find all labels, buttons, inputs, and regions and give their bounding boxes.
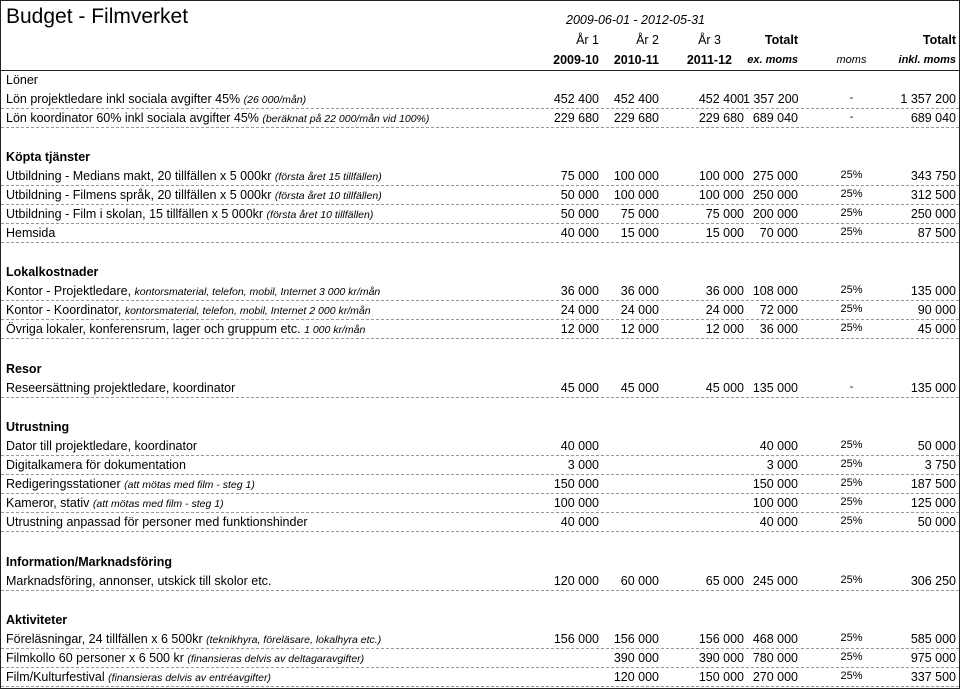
cell-v2: 45 000 — [620, 381, 659, 395]
year-1-sub: 2009-10 — [553, 53, 599, 67]
row-description — [6, 92, 306, 106]
cell-v1: 452 400 — [553, 92, 599, 106]
row-label: Kameror, stativ — [6, 496, 90, 510]
cell-total: 468 000 — [752, 632, 798, 646]
cell-v2: 75 000 — [620, 207, 659, 221]
total-incl-label: Totalt — [922, 33, 956, 47]
budget-row — [1, 301, 959, 320]
cell-moms: 25% — [840, 284, 863, 296]
row-label: Hemsida — [6, 226, 56, 240]
row-label: Kontor - Projektledare, — [6, 284, 132, 298]
cell-moms: 25% — [840, 651, 863, 663]
row-description — [6, 670, 271, 684]
cell-v1: 45 000 — [560, 381, 599, 395]
cell-incl: 45 000 — [917, 322, 956, 336]
cell-total: 780 000 — [752, 651, 798, 665]
cell-moms: 25% — [840, 303, 863, 315]
row-description — [6, 169, 382, 183]
cell-v1: 156 000 — [553, 632, 599, 646]
row-label: Utrustning anpassad för personer med funktionshinder — [6, 515, 308, 529]
section-utrustning — [1, 418, 959, 437]
row-description — [6, 632, 381, 646]
cell-total: 135 000 — [752, 381, 798, 395]
section-title: Köpta tjänster — [6, 150, 91, 164]
cell-total: 72 000 — [759, 303, 798, 317]
cell-total: 1 357 200 — [743, 92, 799, 106]
cell-v2: 390 000 — [613, 651, 659, 665]
cell-moms: 25% — [840, 207, 863, 219]
cell-v3: 12 000 — [705, 322, 744, 336]
row-description — [6, 515, 308, 529]
row-note: (26 000/mån) — [243, 94, 307, 106]
cell-total: 275 000 — [752, 169, 798, 183]
cell-v2: 229 680 — [613, 111, 659, 125]
cell-v1: 40 000 — [560, 439, 599, 453]
cell-total: 100 000 — [752, 496, 798, 510]
cell-v2: 12 000 — [620, 322, 659, 336]
cell-v3: 75 000 — [705, 207, 744, 221]
cell-v2: 15 000 — [620, 226, 659, 240]
year-2-label: År 2 — [636, 33, 659, 47]
cell-moms: - — [849, 111, 854, 123]
row-label: Kontor - Koordinator, — [6, 303, 122, 317]
cell-moms: 25% — [840, 439, 863, 451]
cell-v2: 60 000 — [620, 574, 659, 588]
total-incl-sub: inkl. moms — [898, 54, 956, 66]
cell-v3: 36 000 — [705, 284, 744, 298]
header-years-row — [1, 33, 959, 51]
cell-v3: 156 000 — [698, 632, 744, 646]
row-description — [6, 207, 373, 221]
budget-row — [1, 205, 959, 224]
year-3-label: År 3 — [698, 33, 721, 47]
cell-v3: 452 400 — [698, 92, 744, 106]
total-label: Totalt — [764, 33, 798, 47]
row-note: (första året 10 tillfällen) — [266, 209, 374, 221]
cell-moms: 25% — [840, 458, 863, 470]
budget-row — [1, 224, 959, 243]
cell-moms: 25% — [840, 670, 863, 682]
row-label: Lön koordinator 60% inkl sociala avgifter 45% — [6, 111, 259, 125]
section-title: Utrustning — [6, 420, 70, 434]
row-label: Digitalkamera för dokumentation — [6, 458, 186, 472]
moms-label: moms — [836, 54, 867, 66]
row-description — [6, 496, 224, 510]
year-1-label: År 1 — [576, 33, 599, 47]
cell-incl: 135 000 — [910, 381, 956, 395]
row-description — [6, 284, 380, 298]
row-note: (första året 15 tillfällen) — [274, 171, 382, 183]
cell-v3: 390 000 — [698, 651, 744, 665]
row-label: Lön projektledare inkl sociala avgifter 45% — [6, 92, 241, 106]
row-label: Marknadsföring, annonser, utskick till skolor etc. — [6, 574, 272, 588]
cell-moms: 25% — [840, 515, 863, 527]
cell-moms: 25% — [840, 322, 863, 334]
cell-total: 245 000 — [752, 574, 798, 588]
row-description — [6, 439, 197, 453]
budget-row — [1, 109, 959, 128]
cell-total: 70 000 — [759, 226, 798, 240]
cell-v2: 120 000 — [613, 670, 659, 684]
cell-incl: 50 000 — [917, 439, 956, 453]
row-note: kontorsmaterial, telefon, mobil, Internet 2 000 kr/mån — [124, 305, 371, 317]
row-note: (teknikhyra, föreläsare, lokalhyra etc.) — [206, 634, 382, 646]
cell-v2: 24 000 — [620, 303, 659, 317]
budget-row — [1, 456, 959, 475]
cell-incl: 689 040 — [910, 111, 956, 125]
header-sub-row — [1, 51, 959, 71]
row-label: Dator till projektledare, koordinator — [6, 439, 198, 453]
period-label: 2009-06-01 - 2012-05-31 — [566, 13, 705, 27]
budget-row — [1, 668, 959, 687]
section-title: Information/Marknadsföring — [6, 555, 172, 569]
row-label: Föreläsningar, 24 tillfällen x 6 500kr — [6, 632, 203, 646]
year-3-sub: 2011-12 — [686, 53, 732, 67]
cell-v1: 229 680 — [553, 111, 599, 125]
budget-row — [1, 379, 959, 398]
cell-moms: - — [849, 92, 854, 104]
cell-total: 40 000 — [759, 439, 798, 453]
row-label: Film/Kulturfestival — [6, 670, 105, 684]
row-description — [6, 477, 255, 491]
section-title: Lokalkostnader — [6, 265, 99, 279]
row-note: (finansieras delvis av deltagaravgifter) — [187, 653, 365, 665]
section-kopta — [1, 148, 959, 167]
cell-total: 250 000 — [752, 188, 798, 202]
cell-v1: 24 000 — [560, 303, 599, 317]
cell-total: 36 000 — [759, 322, 798, 336]
cell-incl: 250 000 — [910, 207, 956, 221]
cell-v1: 75 000 — [560, 169, 599, 183]
cell-v1: 40 000 — [560, 226, 599, 240]
row-note: 1 000 kr/mån — [304, 324, 366, 336]
budget-row — [1, 572, 959, 591]
budget-row — [1, 494, 959, 513]
cell-incl: 343 750 — [910, 169, 956, 183]
budget-row — [1, 282, 959, 301]
budget-row — [1, 437, 959, 456]
cell-v2: 36 000 — [620, 284, 659, 298]
cell-v3: 15 000 — [705, 226, 744, 240]
cell-total: 3 000 — [766, 458, 798, 472]
cell-v3: 24 000 — [705, 303, 744, 317]
cell-v3: 65 000 — [705, 574, 744, 588]
row-label: Utbildning - Film i skolan, 15 tillfällen x 5 000kr — [6, 207, 264, 221]
row-description — [6, 458, 186, 472]
page-title: Budget - Filmverket — [6, 5, 189, 28]
budget-row — [1, 475, 959, 494]
cell-v3: 100 000 — [698, 188, 744, 202]
year-2-sub: 2010-11 — [613, 53, 659, 67]
budget-row — [1, 649, 959, 668]
cell-v3: 100 000 — [698, 169, 744, 183]
row-description — [6, 574, 271, 588]
row-note: kontorsmaterial, telefon, mobil, Internet 3 000 kr/mån — [134, 286, 381, 298]
row-label: Reseersättning projektledare, koordinator — [6, 381, 236, 395]
row-note: (att mötas med film - steg 1) — [92, 498, 224, 510]
cell-v2: 100 000 — [613, 188, 659, 202]
cell-moms: - — [849, 381, 854, 393]
row-note: (att mötas med film - steg 1) — [124, 479, 255, 491]
row-note: (beräknat på 22 000/mån vid 100%) — [262, 113, 430, 125]
budget-row — [1, 167, 959, 186]
cell-moms: 25% — [840, 496, 863, 508]
cell-v2: 100 000 — [613, 169, 659, 183]
budget-row — [1, 320, 959, 339]
cell-v1: 36 000 — [560, 284, 599, 298]
section-title: Aktiviteter — [6, 613, 68, 627]
row-description — [6, 188, 382, 202]
cell-incl: 1 357 200 — [900, 92, 956, 106]
row-description — [6, 111, 429, 125]
row-description — [6, 322, 365, 336]
cell-incl: 90 000 — [917, 303, 956, 317]
cell-incl: 187 500 — [910, 477, 956, 491]
cell-incl: 125 000 — [910, 496, 956, 510]
cell-v3: 229 680 — [698, 111, 744, 125]
cell-v1: 3 000 — [567, 458, 599, 472]
cell-v1: 120 000 — [553, 574, 599, 588]
cell-incl: 306 250 — [910, 574, 956, 588]
cell-v1: 50 000 — [560, 207, 599, 221]
row-label: Utbildning - Medians makt, 20 tillfällen x 5 000kr — [6, 169, 272, 183]
cell-incl: 975 000 — [910, 651, 956, 665]
cell-incl: 585 000 — [910, 632, 956, 646]
row-label: Redigeringsstationer — [6, 477, 121, 491]
section-loner — [1, 71, 959, 90]
row-label: Utbildning - Filmens språk, 20 tillfällen x 5 000kr — [6, 188, 272, 202]
cell-v2: 452 400 — [613, 92, 659, 106]
row-description — [6, 303, 371, 317]
row-label: Övriga lokaler, konferensrum, lager och gruppum etc. — [6, 322, 301, 336]
cell-total: 270 000 — [752, 670, 798, 684]
cell-incl: 50 000 — [917, 515, 956, 529]
cell-moms: 25% — [840, 226, 863, 238]
cell-total: 40 000 — [759, 515, 798, 529]
total-sub: ex. moms — [747, 54, 798, 66]
cell-incl: 312 500 — [910, 188, 956, 202]
cell-v1: 100 000 — [553, 496, 599, 510]
cell-v1: 150 000 — [553, 477, 599, 491]
cell-moms: 25% — [840, 632, 863, 644]
budget-row — [1, 513, 959, 532]
cell-v3: 45 000 — [705, 381, 744, 395]
section-title: Resor — [6, 362, 42, 376]
cell-total: 200 000 — [752, 207, 798, 221]
row-description — [6, 381, 235, 395]
cell-moms: 25% — [840, 188, 863, 200]
row-label: Filmkollo 60 personer x 6 500 kr — [6, 651, 184, 665]
row-description — [6, 226, 55, 240]
section-info — [1, 553, 959, 572]
row-note: (finansieras delvis av entréavgifter) — [108, 672, 271, 684]
cell-moms: 25% — [840, 574, 863, 586]
section-resor — [1, 360, 959, 379]
section-lokal — [1, 263, 959, 282]
cell-incl: 135 000 — [910, 284, 956, 298]
cell-incl: 87 500 — [917, 226, 956, 240]
section-title: Löner — [6, 73, 38, 87]
cell-moms: 25% — [840, 477, 863, 489]
cell-incl: 337 500 — [910, 670, 956, 684]
budget-row — [1, 90, 959, 109]
section-aktiviteter — [1, 611, 959, 630]
row-note: (första året 10 tillfällen) — [274, 190, 382, 202]
cell-v1: 40 000 — [560, 515, 599, 529]
budget-row — [1, 186, 959, 205]
cell-moms: 25% — [840, 169, 863, 181]
budget-row — [1, 630, 959, 649]
row-description — [6, 651, 364, 665]
cell-v1: 12 000 — [560, 322, 599, 336]
header-title-row — [1, 1, 959, 33]
cell-incl: 3 750 — [924, 458, 956, 472]
cell-total: 150 000 — [752, 477, 798, 491]
cell-total: 689 040 — [752, 111, 798, 125]
cell-v2: 156 000 — [613, 632, 659, 646]
cell-total: 108 000 — [752, 284, 798, 298]
cell-v1: 50 000 — [560, 188, 599, 202]
cell-v3: 150 000 — [698, 670, 744, 684]
